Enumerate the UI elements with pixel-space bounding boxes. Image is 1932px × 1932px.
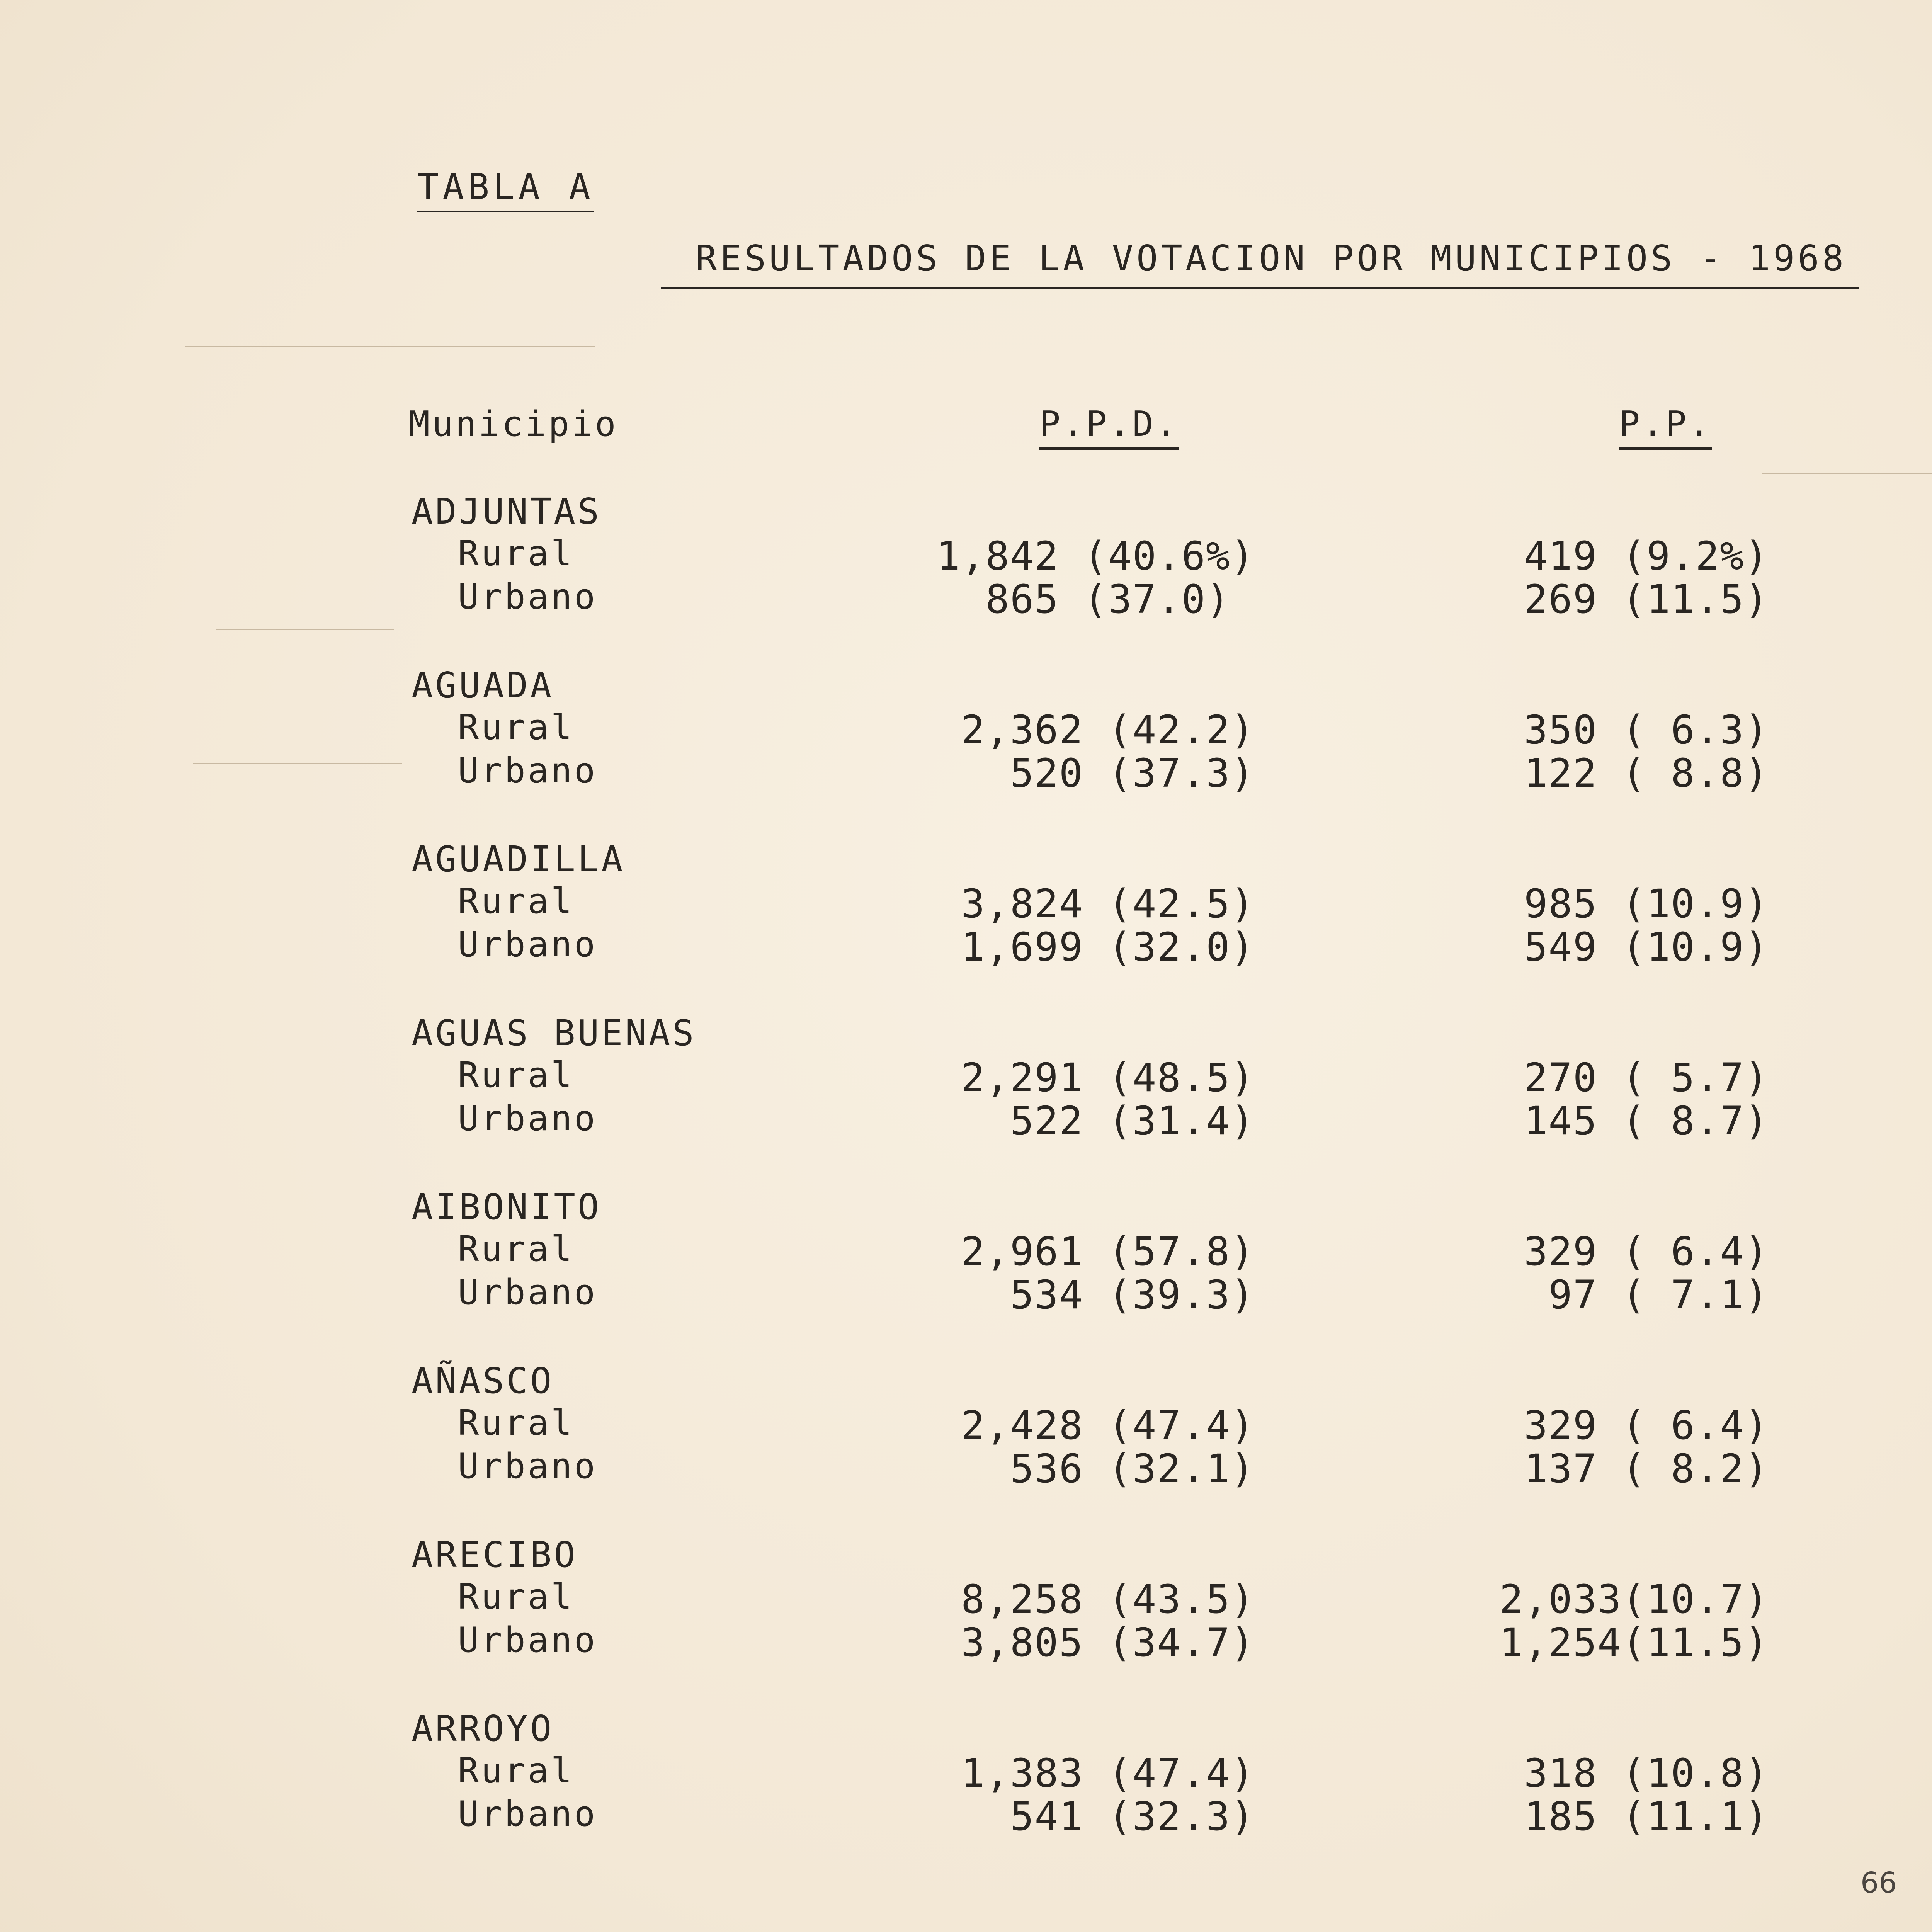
- municipio-group-aibonito: [0, 1186, 1932, 1360]
- pp-value: 985 (10.9): [1524, 881, 1769, 927]
- table-row: [0, 750, 1932, 795]
- table-row: [0, 577, 1932, 621]
- table-row: [0, 1794, 1932, 1838]
- pp-value: 145 ( 8.7): [1524, 1098, 1769, 1144]
- pp-value: 1,254(11.5): [1499, 1620, 1769, 1666]
- pp-value: 97 ( 7.1): [1548, 1272, 1769, 1318]
- pp-value: 2,033(10.7): [1499, 1577, 1769, 1622]
- area-label: Rural: [458, 881, 574, 922]
- faint-rule: [185, 346, 595, 347]
- area-label: Rural: [458, 1229, 574, 1269]
- municipio-group-aguada: [0, 665, 1932, 838]
- column-header-pp: P.P.: [1619, 404, 1712, 444]
- area-label: Rural: [458, 1750, 574, 1791]
- ppd-value: 541 (32.3): [1010, 1794, 1255, 1840]
- area-label: Urbano: [458, 1620, 598, 1660]
- table-row: [0, 1055, 1932, 1099]
- faint-rule: [1762, 473, 1932, 474]
- pp-value: 350 ( 6.3): [1524, 707, 1769, 753]
- area-label: Urbano: [458, 750, 598, 791]
- table-title: RESULTADOS DE LA VOTACION POR MUNICIPIOS - 1968: [661, 238, 1859, 289]
- ppd-value: 1,699 (32.0): [961, 924, 1255, 970]
- table-row: [0, 707, 1932, 752]
- ppd-value: 1,383 (47.4): [961, 1750, 1255, 1796]
- results-table: [0, 491, 1932, 1882]
- municipio-group-adjuntas: [0, 491, 1932, 665]
- page-number: 66: [1861, 1866, 1897, 1900]
- pp-value: 122 ( 8.8): [1524, 750, 1769, 796]
- table-row: [0, 1577, 1932, 1621]
- municipio-group-arecibo: [0, 1534, 1932, 1708]
- table-row: [0, 1272, 1932, 1316]
- pp-value: 137 ( 8.2): [1524, 1446, 1769, 1492]
- municipio-group-aguas-buenas: [0, 1012, 1932, 1186]
- pp-value: 329 ( 6.4): [1524, 1403, 1769, 1449]
- table-label: TABLA A: [417, 166, 594, 207]
- area-label: Rural: [458, 1055, 574, 1095]
- ppd-value: 522 (31.4): [1010, 1098, 1255, 1144]
- table-row: [0, 924, 1932, 969]
- pp-value: 269 (11.5): [1524, 577, 1769, 622]
- pp-value: 185 (11.1): [1524, 1794, 1769, 1840]
- table-row: [0, 1446, 1932, 1490]
- area-label: Rural: [458, 707, 574, 748]
- table-row: [0, 1620, 1932, 1664]
- table-row: [0, 533, 1932, 578]
- municipio-group-arroyo: [0, 1708, 1932, 1882]
- table-row: [0, 1403, 1932, 1447]
- municipio-name: ARROYO: [412, 1708, 554, 1749]
- ppd-value: 2,961 (57.8): [961, 1229, 1255, 1275]
- table-row: [0, 881, 1932, 925]
- pp-value: 329 ( 6.4): [1524, 1229, 1769, 1275]
- ppd-value: 3,824 (42.5): [961, 881, 1255, 927]
- pp-value: 419 (9.2%): [1524, 533, 1769, 579]
- column-header-ppd: P.P.D.: [1039, 404, 1179, 444]
- municipio-group-aguadilla: [0, 838, 1932, 1012]
- pp-value: 270 ( 5.7): [1524, 1055, 1769, 1101]
- area-label: Rural: [458, 1403, 574, 1443]
- municipio-name: AÑASCO: [412, 1360, 554, 1401]
- ppd-value: 8,258 (43.5): [961, 1577, 1255, 1622]
- area-label: Rural: [458, 1577, 574, 1617]
- municipio-name: AGUADA: [412, 665, 554, 706]
- ppd-value: 2,362 (42.2): [961, 707, 1255, 753]
- ppd-value: 865 (37.0): [985, 577, 1255, 622]
- municipio-name: AIBONITO: [412, 1186, 602, 1228]
- area-label: Urbano: [458, 577, 598, 617]
- ppd-value: 1,842 (40.6%): [936, 533, 1255, 579]
- ppd-value: 2,428 (47.4): [961, 1403, 1255, 1449]
- area-label: Urbano: [458, 1446, 598, 1486]
- area-label: Urbano: [458, 1272, 598, 1313]
- area-label: Urbano: [458, 1098, 598, 1139]
- area-label: Rural: [458, 533, 574, 574]
- municipio-name: ARECIBO: [412, 1534, 578, 1575]
- area-label: Urbano: [458, 924, 598, 965]
- table-row: [0, 1229, 1932, 1273]
- ppd-value: 520 (37.3): [1010, 750, 1255, 796]
- municipio-name: AGUAS BUENAS: [412, 1012, 696, 1054]
- table-row: [0, 1098, 1932, 1143]
- municipio-name: ADJUNTAS: [412, 491, 602, 532]
- municipio-group-anasco: [0, 1360, 1932, 1534]
- pp-value: 549 (10.9): [1524, 924, 1769, 970]
- column-header-municipio: Municipio: [409, 404, 618, 444]
- pp-value: 318 (10.8): [1524, 1750, 1769, 1796]
- area-label: Urbano: [458, 1794, 598, 1834]
- ppd-value: 536 (32.1): [1010, 1446, 1255, 1492]
- ppd-value: 3,805 (34.7): [961, 1620, 1255, 1666]
- ppd-value: 534 (39.3): [1010, 1272, 1255, 1318]
- municipio-name: AGUADILLA: [412, 838, 625, 880]
- table-row: [0, 1750, 1932, 1795]
- ppd-value: 2,291 (48.5): [961, 1055, 1255, 1101]
